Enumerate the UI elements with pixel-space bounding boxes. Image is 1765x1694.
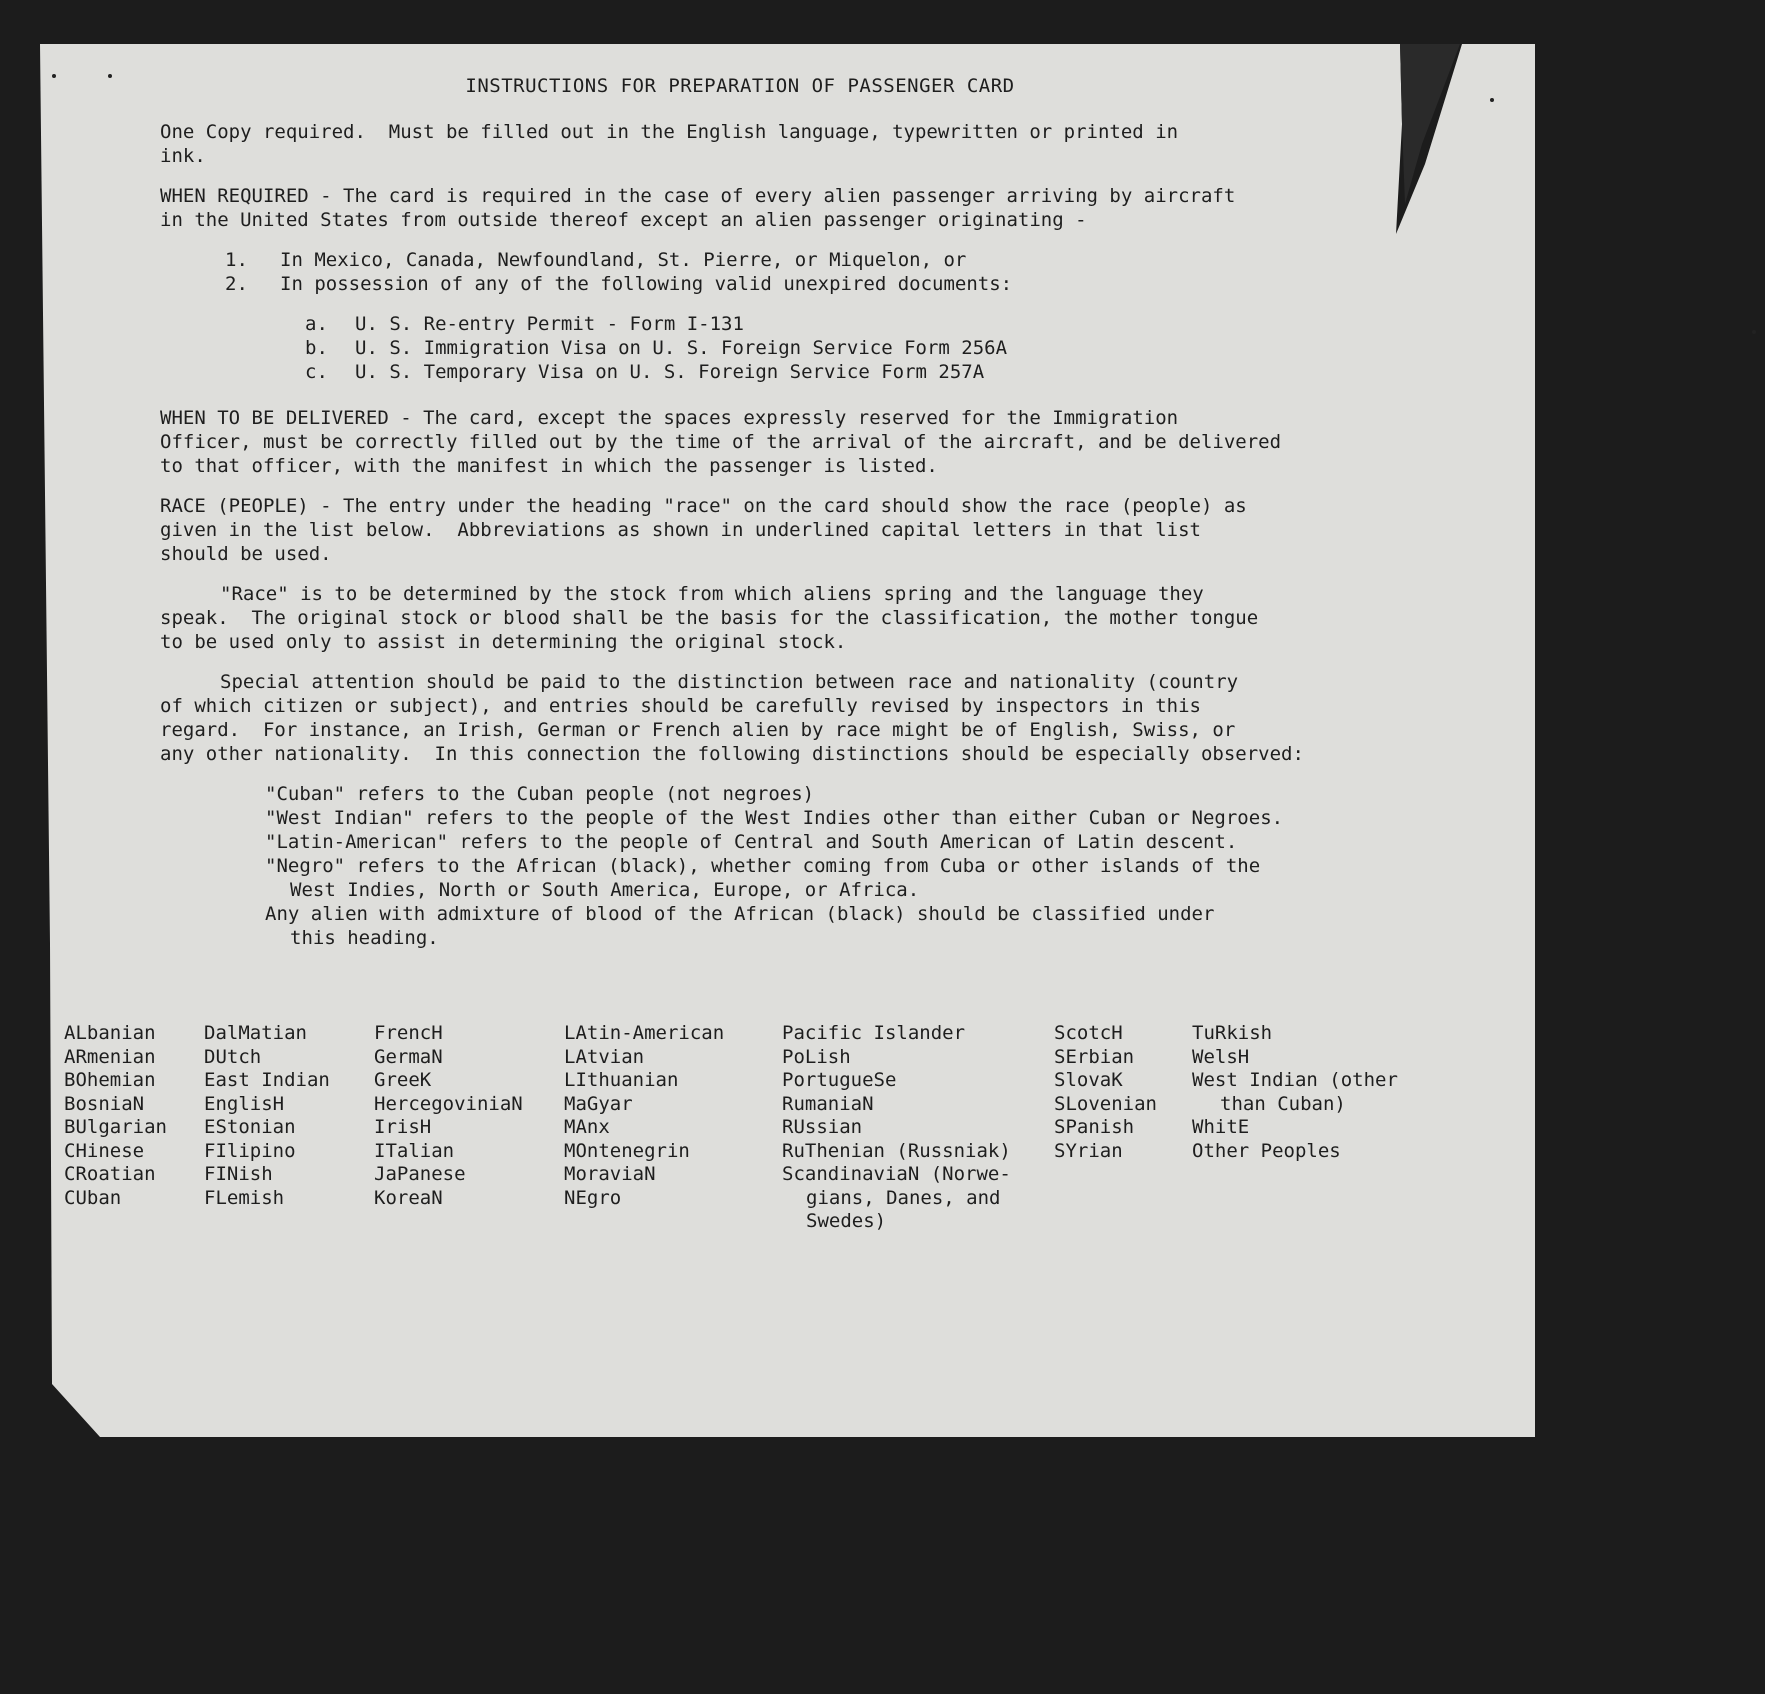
race-item: FLemish — [204, 1186, 285, 1209]
race-item: SPanish — [1054, 1116, 1135, 1138]
race-item: HercegovinіaN — [374, 1092, 523, 1115]
race-item: LAtin-American — [564, 1022, 725, 1044]
race-item: ScotcH — [1054, 1022, 1123, 1044]
special-attention-paragraph: Special attention should be paid to the distinction between race and nationality (country of which citizen or subject), and entries should be carefully revised by inspectors in this regard. For instance, an Irish, German or French alien by race might be of English, Swiss, or any other nationality. In this connection the following distinctions should be especially observed: — [160, 671, 1304, 765]
race-item: PortugueSe — [782, 1069, 897, 1091]
scan-speck — [1490, 98, 1494, 102]
when-delivered-paragraph: WHEN TO BE DELIVERED - The card, except the spaces expressly reserved for the Immigration Officer, must be correctly filled out by the time of the arrival of the aircraft, and be delivered to that officer, with the manifest in which the passenger is listed. — [160, 407, 1282, 477]
race-item: gians, Danes, and — [806, 1186, 1001, 1209]
race-item: MAnx — [564, 1116, 610, 1138]
originating-list — [160, 248, 1450, 296]
race-item: LIthuanian — [564, 1069, 679, 1091]
when-required-paragraph: WHEN REQUIRED - The card is required in the case of every alien passenger arriving by aircraft in the United States from outside thereof except an alien passenger originating - — [160, 185, 1236, 231]
documents-list — [160, 312, 1450, 384]
note-line: Any alien with admixture of blood of the African (black) should be classified under — [265, 903, 1215, 925]
race-item: MoraviaN — [564, 1163, 656, 1185]
race-item: Swedes) — [806, 1210, 887, 1232]
race-item: JaPanese — [374, 1163, 466, 1185]
note-line: West Indies, North or South America, Europe, or Africa. — [290, 879, 920, 901]
list-item: 1. In Mexico, Canada, Newfoundland, St. Pierre, or Miquelon, or — [225, 249, 967, 271]
race-item: West Indian (other — [1192, 1069, 1398, 1091]
race-item: WhitE — [1192, 1116, 1250, 1138]
race-item: CRoatian — [64, 1163, 156, 1185]
race-item: GermaN — [374, 1045, 443, 1068]
scan-speck — [52, 74, 56, 78]
race-column-4 — [564, 1022, 724, 1210]
race-item: PoLish — [782, 1045, 851, 1068]
race-item: RUssian — [782, 1116, 863, 1138]
page-title: INSTRUCTIONS FOR PREPARATION OF PASSENGER CARD — [465, 75, 1015, 97]
race-item: RuThenian (Russniak) — [782, 1139, 1011, 1162]
distinctions-notes — [265, 782, 1450, 950]
race-item: WelsH — [1192, 1045, 1250, 1068]
race-item: CHinese — [64, 1139, 145, 1162]
race-column-6 — [1054, 1022, 1157, 1163]
race-item: SErbian — [1054, 1045, 1135, 1068]
race-item: SlovaK — [1054, 1069, 1123, 1091]
race-item: ScandinaviaN (Norwe- — [782, 1163, 1011, 1185]
list-item: a. U. S. Re-entry Permit - Form I-131 — [305, 313, 744, 335]
race-column-3 — [374, 1022, 523, 1210]
note-line: this heading. — [290, 927, 439, 949]
document-body — [160, 60, 1450, 980]
scan-speck — [1752, 330, 1756, 334]
note-line: "Negro" refers to the African (black), whether coming from Cuba or other islands of the — [265, 855, 1261, 877]
race-item: SYrian — [1054, 1139, 1123, 1162]
race-item: NEgro — [564, 1186, 622, 1209]
race-item: MaGyar — [564, 1092, 633, 1115]
race-item: KoreaN — [374, 1186, 443, 1209]
race-item: DalMatian — [204, 1022, 307, 1044]
list-item: c. U. S. Temporary Visa on U. S. Foreign Service Form 257A — [305, 361, 985, 383]
race-column-2 — [204, 1022, 330, 1210]
race-item: CUban — [64, 1186, 122, 1209]
list-item: b. U. S. Immigration Visa on U. S. Foreign Service Form 256A — [305, 337, 1008, 359]
note-line: "West Indian" refers to the people of the West Indies other than either Cuban or Negroes. — [265, 807, 1284, 829]
race-item: than Cuban) — [1220, 1092, 1346, 1115]
race-people-paragraph: RACE (PEOPLE) - The entry under the heading "race" on the card should show the race (people) as given in the list below. Abbreviations as shown in underlined capital letters in that list should be used. — [160, 495, 1247, 565]
race-item: RumaniaN — [782, 1092, 874, 1115]
race-item: Pacific Islander — [782, 1022, 966, 1044]
note-line: "Cuban" refers to the Cuban people (not negroes) — [265, 783, 815, 805]
note-line: "Latin-American" refers to the people of Central and South American of Latin descent. — [265, 831, 1238, 853]
race-item: MOntenegrin — [564, 1139, 690, 1162]
race-item: BosniaN — [64, 1092, 145, 1115]
race-item: GreeK — [374, 1069, 432, 1091]
scan-speck — [108, 74, 112, 78]
race-item: EnglisH — [204, 1092, 285, 1115]
intro-paragraph: One Copy required. Must be filled out in the English language, typewritten or printed in ink. — [160, 121, 1179, 167]
race-item: DUtch — [204, 1045, 262, 1068]
race-item: IrisH — [374, 1116, 432, 1138]
race-item: ARmenian — [64, 1045, 156, 1068]
race-item: ALbanian — [64, 1022, 156, 1044]
race-item: LAtvian — [564, 1045, 645, 1068]
race-item: East Indian — [204, 1069, 330, 1091]
race-item: TuRkish — [1192, 1022, 1273, 1044]
race-item: BOhemian — [64, 1069, 156, 1091]
race-item: BUlgarian — [64, 1116, 167, 1138]
list-item: 2. In possession of any of the following valid unexpired documents: — [225, 273, 1013, 295]
race-item: ITalian — [374, 1139, 455, 1162]
race-item: FIlipino — [204, 1139, 296, 1162]
race-item: FINish — [204, 1163, 273, 1185]
race-item: SLovenian — [1054, 1092, 1157, 1115]
race-column-7 — [1192, 1022, 1398, 1163]
race-item: Other Peoples — [1192, 1139, 1341, 1162]
race-column-5 — [782, 1022, 1011, 1234]
race-column-1 — [64, 1022, 167, 1210]
race-item: FrencH — [374, 1022, 443, 1044]
race-item: EStonian — [204, 1116, 296, 1138]
race-determined-paragraph: "Race" is to be determined by the stock from which aliens spring and the language they speak. The original stock or blood shall be the basis for the classification, the mother tongue to be used only to assist in determining the original stock. — [160, 583, 1259, 653]
